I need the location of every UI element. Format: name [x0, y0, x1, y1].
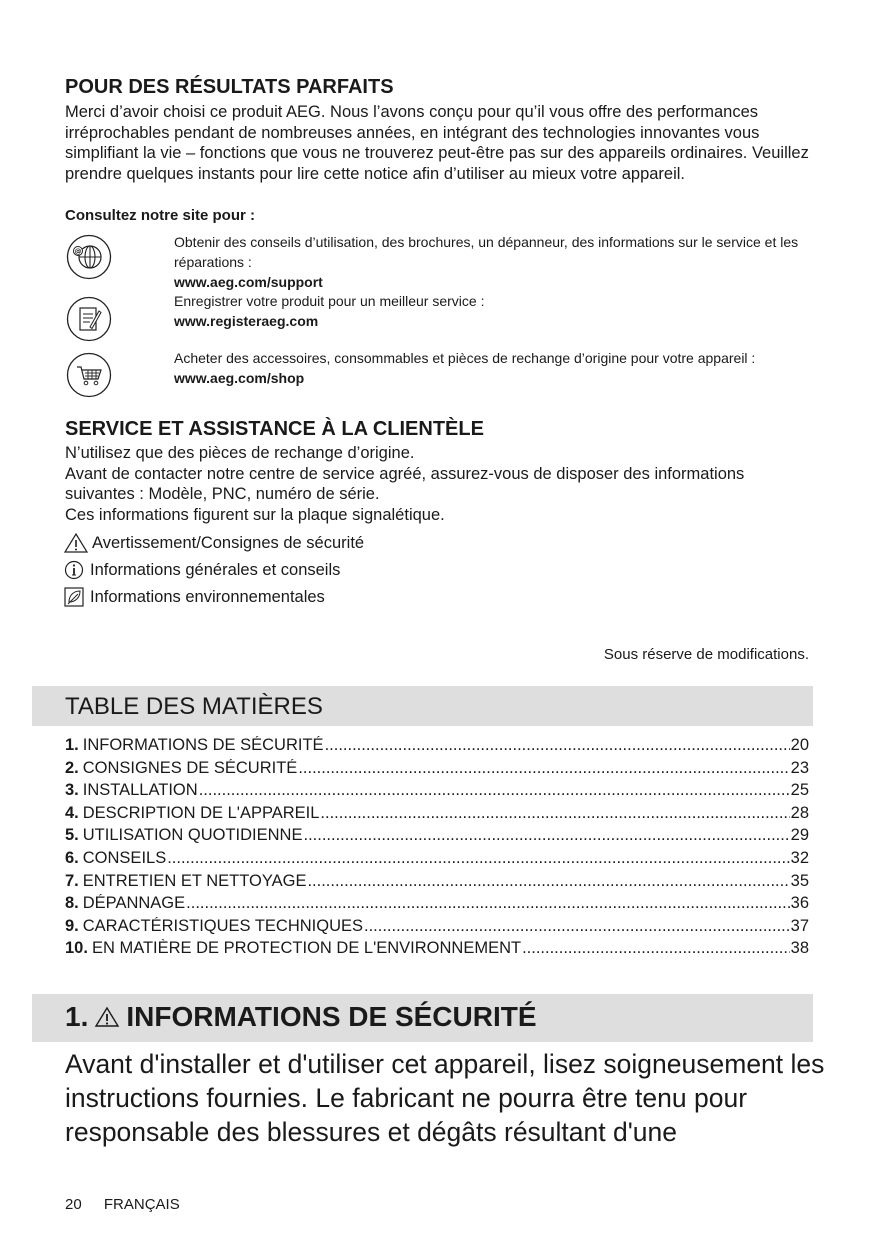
- section-1-body: Avant d'installer et d'utiliser cet appareil, lisez soigneusement les instructions fournies. Le fabricant ne pourra être tenu pour responsable des blessures et dégâts résultant d'une: [65, 1049, 825, 1147]
- toc-entry-9[interactable]: 9. CARACTÉRISTIQUES TECHNIQUES ..... 37: [65, 917, 809, 940]
- toc-header: [32, 686, 813, 726]
- toc-label: INSTALLATION: [82, 781, 198, 800]
- toc-entry-7[interactable]: 7. ENTRETIEN ET NETTOYAGE ..... 35: [65, 872, 809, 895]
- register-text: Enregistrer votre produit pour un meilleur service :: [174, 293, 485, 309]
- register-notepad-icon: [66, 296, 112, 342]
- service-text: [65, 443, 810, 525]
- register-link[interactable]: www.registeraeg.com: [174, 313, 319, 329]
- toc-page: 36: [790, 894, 809, 913]
- shop-link[interactable]: www.aeg.com/shop: [174, 370, 305, 386]
- reserve-note: Sous réserve de modifications.: [603, 646, 809, 663]
- toc-leader: [303, 826, 789, 845]
- toc-entry-2[interactable]: 2. CONSIGNES DE SÉCURITÉ ..... 23: [65, 759, 809, 782]
- support-link[interactable]: www.aeg.com/support: [174, 274, 323, 290]
- page-footer: [65, 1196, 180, 1213]
- toc-label: CARACTÉRISTIQUES TECHNIQUES: [82, 916, 363, 935]
- shop-cart-icon: [66, 352, 112, 398]
- toc-label: ENTRETIEN ET NETTOYAGE: [82, 871, 307, 890]
- legend-info: [64, 560, 340, 580]
- section-1-title-text: INFORMATIONS DE SÉCURITÉ: [126, 1001, 537, 1032]
- section-1-title: [65, 1001, 537, 1033]
- legend-warning-text: Avertissement/Consignes de sécurité: [92, 533, 365, 552]
- toc-entry-5[interactable]: 5. UTILISATION QUOTIDIENNE ..... 29: [65, 826, 809, 849]
- legend-warning: [64, 533, 364, 553]
- toc-list: [65, 736, 809, 962]
- toc-leader: [167, 849, 789, 868]
- register-item: [174, 291, 804, 331]
- warning-triangle-icon: [64, 533, 88, 553]
- toc-entry-6[interactable]: 6. CONSEILS ..... 32: [65, 849, 809, 872]
- toc-label: DÉPANNAGE: [82, 894, 186, 913]
- web-globe-icon: [66, 234, 112, 280]
- service-line-2: Avant de contacter notre centre de service agréé, assurez-vous de disposer des informations suivantes : Modèle, PNC, numéro de série.: [65, 464, 745, 504]
- support-item: [174, 232, 804, 292]
- toc-entry-3[interactable]: 3. INSTALLATION ..... 25: [65, 781, 809, 804]
- toc-leader: [186, 894, 789, 913]
- legend-environment-text: Informations environnementales: [90, 587, 325, 606]
- shop-text: Acheter des accessoires, consommables et pièces de rechange d’origine pour votre appareil :: [174, 350, 756, 366]
- support-text: Obtenir des conseils d’utilisation, des brochures, un dépanneur, des informations sur le service et les réparations :: [174, 234, 799, 270]
- toc-page: 20: [790, 736, 809, 754]
- service-line-3: Ces informations figurent sur la plaque signalétique.: [65, 505, 445, 524]
- toc-page: 38: [790, 939, 809, 958]
- toc-leader: [298, 759, 789, 778]
- toc-title: TABLE DES MATIÈRES: [65, 693, 323, 720]
- toc-page: 35: [790, 871, 809, 890]
- toc-label: INFORMATIONS DE SÉCURITÉ: [82, 736, 324, 754]
- toc-page: 23: [790, 758, 809, 777]
- toc-leader: [522, 939, 790, 958]
- warning-triangle-icon: [94, 1005, 120, 1029]
- toc-entry-8[interactable]: 8. DÉPANNAGE ..... 36: [65, 894, 809, 917]
- svg-text:@: @: [74, 247, 82, 256]
- consult-heading: Consultez notre site pour :: [65, 207, 256, 224]
- toc-leader: [320, 804, 789, 823]
- toc-label: CONSEILS: [82, 848, 167, 867]
- service-line-1: N’utilisez que des pièces de rechange d’origine.: [65, 444, 415, 462]
- legend-environment: [64, 587, 325, 607]
- service-title: SERVICE ET ASSISTANCE À LA CLIENTÈLE: [65, 418, 484, 440]
- legend-info-text: Informations générales et conseils: [90, 560, 341, 579]
- footer-language: FRANÇAIS: [103, 1196, 180, 1213]
- toc-page: 28: [790, 803, 809, 822]
- toc-leader: [307, 872, 789, 891]
- results-intro: Merci d’avoir choisi ce produit AEG. Nous l’avons conçu pour qu’il vous offre des performances irréprochables pendant de nombreuses années, en intégrant des technologies innovantes vous simplifiant la vie – fonctions que vous ne trouverez peut-être pas sur des appareils ordinaires. Veuillez prendre quelques instants pour lire cette notice afin d’utiliser au mieux votre appareil.: [65, 103, 809, 183]
- toc-page: 37: [790, 916, 809, 935]
- toc-page: 25: [790, 781, 809, 800]
- page-number: 20: [65, 1196, 82, 1213]
- toc-entry-10[interactable]: 10. EN MATIÈRE DE PROTECTION DE L'ENVIRONNEMENT ..... 38: [65, 939, 809, 962]
- toc-label: UTILISATION QUOTIDIENNE: [82, 826, 303, 845]
- toc-label: EN MATIÈRE DE PROTECTION DE L'ENVIRONNEMENT: [91, 939, 522, 958]
- toc-label: CONSIGNES DE SÉCURITÉ: [82, 758, 298, 777]
- toc-page: 32: [790, 848, 809, 867]
- info-circle-icon: [64, 560, 86, 580]
- toc-leader: [199, 781, 790, 800]
- toc-leader: [364, 917, 790, 936]
- toc-leader: [325, 736, 790, 755]
- toc-entry-4[interactable]: 4. DESCRIPTION DE L'APPAREIL ..... 28: [65, 804, 809, 827]
- toc-label: DESCRIPTION DE L'APPAREIL: [82, 803, 320, 822]
- toc-page: 29: [790, 826, 809, 845]
- section-1-number: 1.: [65, 1001, 89, 1032]
- leaf-icon: [64, 587, 86, 607]
- section-1-header: [32, 994, 813, 1042]
- toc-entry-1[interactable]: 1. INFORMATIONS DE SÉCURITÉ ..... 20: [65, 736, 809, 759]
- results-title: POUR DES RÉSULTATS PARFAITS: [65, 76, 394, 98]
- shop-item: [174, 348, 804, 388]
